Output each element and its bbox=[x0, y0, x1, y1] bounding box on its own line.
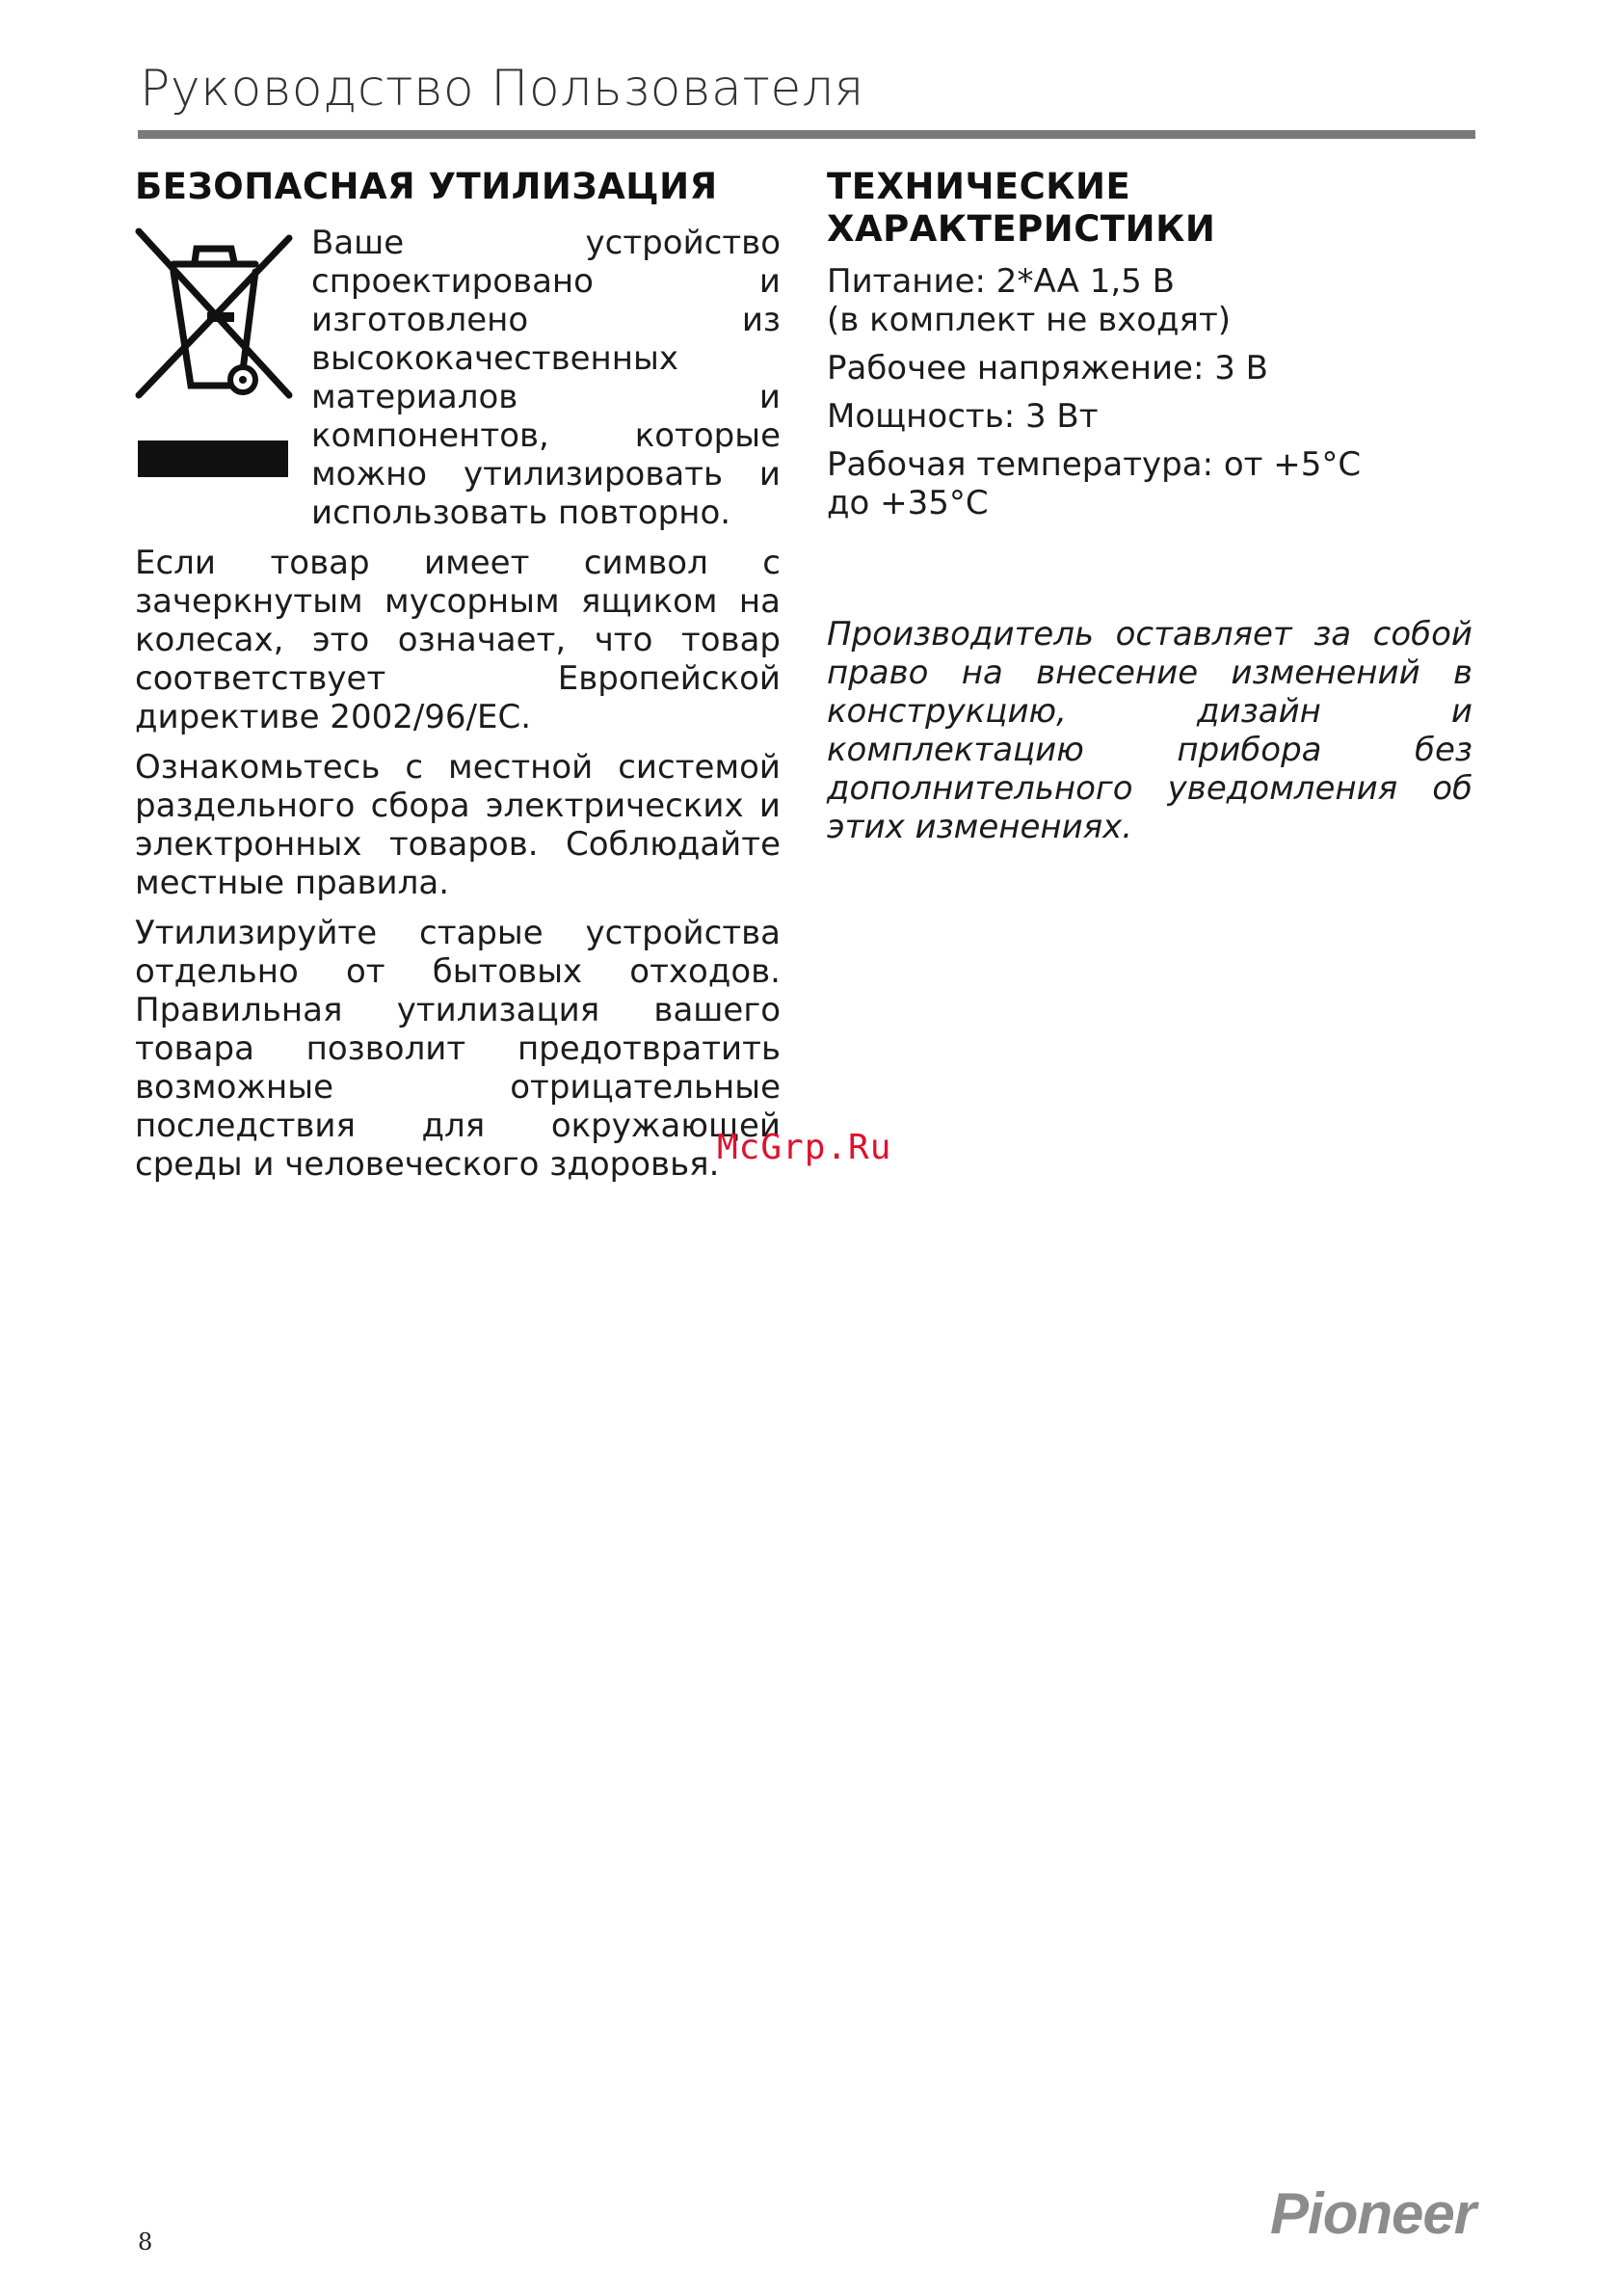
spec-wattage: Мощность: 3 Вт bbox=[827, 397, 1099, 436]
disposal-paragraph-2: Ознакомьтесь с местной системой раздельного сбора электрических и электронных товаров. Соблюдайте местные правила. bbox=[135, 748, 781, 902]
page-title: Руководство Пользователя bbox=[140, 60, 864, 118]
spec-power-line1: Питание: 2*AA 1,5 В bbox=[827, 262, 1175, 301]
brand-logo: Pioneer bbox=[1270, 2181, 1476, 2246]
weee-bar bbox=[138, 441, 288, 477]
manufacturer-notice: Производитель оставляет за собой право на внесение изменений в конструкцию, дизайн и комплектацию прибора без дополнительного уведомления об этих изменениях. bbox=[827, 615, 1472, 846]
spec-power bbox=[827, 262, 1472, 339]
disposal-section bbox=[135, 166, 781, 1184]
disposal-paragraph-3: Утилизируйте старые устройства отдельно от бытовых отходов. Правильная утилизация вашего товара позволит предотвратить возможные отрицательные последствия для окружающей среды и человеческого здоровья. bbox=[135, 914, 781, 1184]
spec-temperature-line2: до +35°С bbox=[827, 484, 989, 522]
weee-crossed-bin-icon bbox=[135, 224, 294, 479]
disposal-intro-text: Ваше устройство спроектировано и изготовлено из высококачественных материалов и компонентов, которые можно утилизировать и использовать повторно. bbox=[311, 224, 781, 532]
spec-power-line2: (в комплект не входят) bbox=[827, 301, 1232, 339]
spec-voltage: Рабочее напряжение: 3 В bbox=[827, 349, 1268, 387]
specs-heading-line1: ТЕХНИЧЕСКИЕ bbox=[827, 166, 1131, 207]
disposal-intro bbox=[135, 224, 781, 532]
title-rule bbox=[138, 130, 1475, 139]
spec-temperature-line1: Рабочая температура: от +5°С bbox=[827, 445, 1362, 484]
specs-section bbox=[827, 166, 1472, 846]
spec-temperature bbox=[827, 445, 1472, 522]
disposal-paragraph-1: Если товар имеет символ с зачеркнутым мусорным ящиком на колесах, это означает, что товар соответствует Европейской директиве 2002/96/EC. bbox=[135, 544, 781, 736]
watermark: McGrp.Ru bbox=[717, 1128, 892, 1167]
specs-heading-line2: ХАРАКТЕРИСТИКИ bbox=[827, 208, 1216, 250]
page-number: 8 bbox=[138, 2229, 153, 2256]
disposal-heading: БЕЗОПАСНАЯ УТИЛИЗАЦИЯ bbox=[135, 166, 718, 207]
specs-heading bbox=[827, 166, 1472, 251]
